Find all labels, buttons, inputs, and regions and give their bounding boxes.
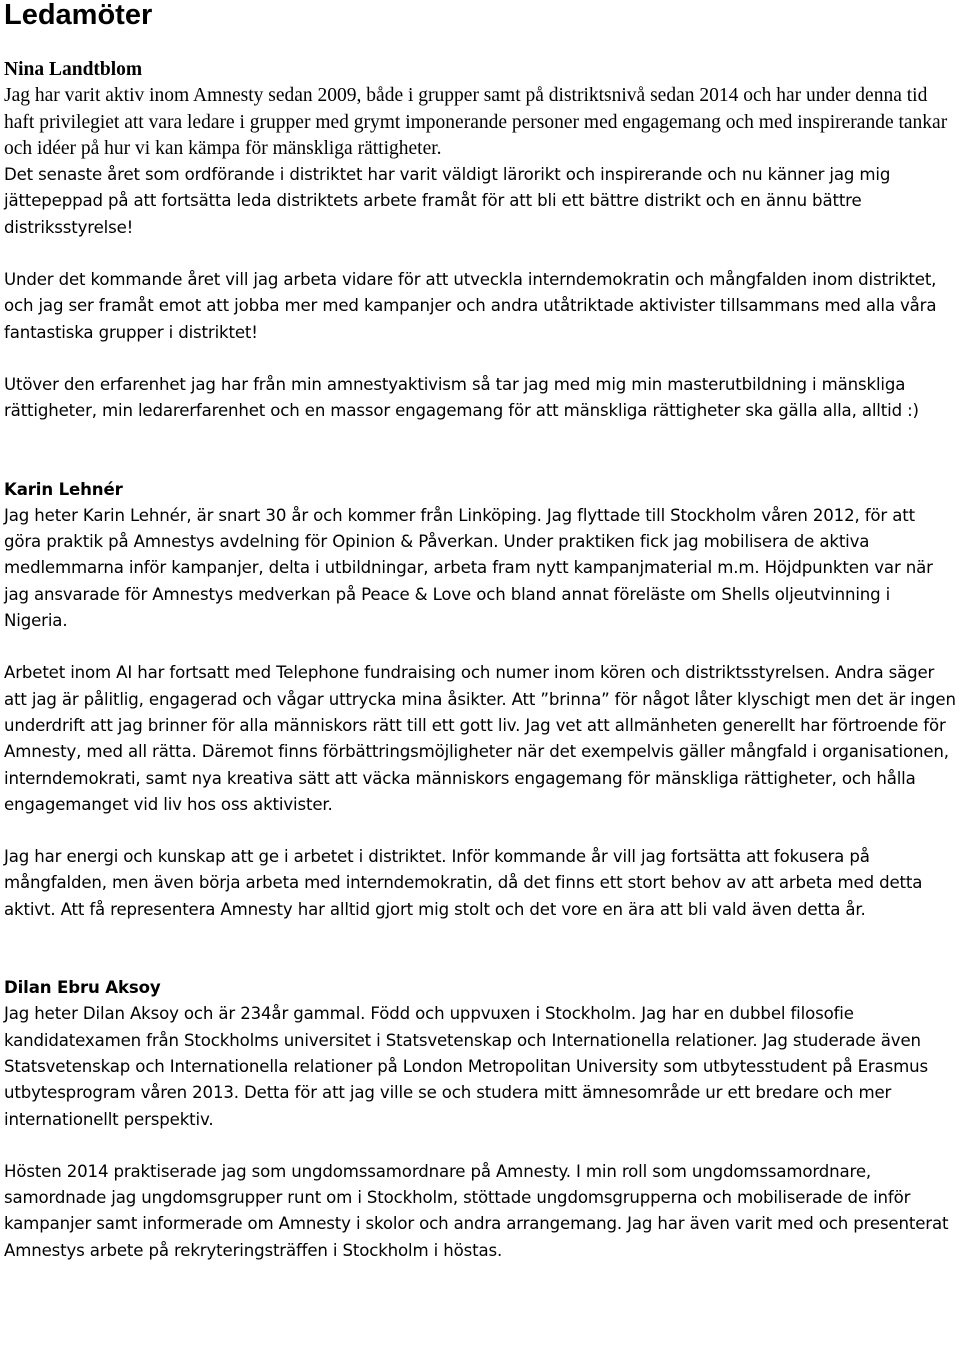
member-paragraph: Utöver den erfarenhet jag har från min amnestyaktivism så tar jag med mig min masterutbildning i mänskliga rättigheter, min ledarerfarenhet och en massor engagemang för att mänskliga rättigheter ska gälla alla, alltid :): [4, 374, 919, 421]
member-paragraph: Jag har varit aktiv inom Amnesty sedan 2009, både i grupper samt på distriktsnivå sedan 2014 och har under denna tid haft privilegiet att vara ledare i grupper med grymt imponerande personer med engagemang och med inspirerande tankar och idéer på hur vi kan kämpa för mänskliga rättigheter.: [4, 85, 948, 159]
member-nina-landtblom: [4, 57, 956, 425]
member-paragraph: Under det kommande året vill jag arbeta vidare för att utveckla interndemokratin och mångfalden inom distriktet, och jag ser framåt emot att jobba mer med kampanjer och andra utåtriktade aktivister tillsammans med alla våra fantastiska grupper i distriktet!: [4, 270, 937, 342]
member-paragraph: Det senaste året som ordförande i distriktet har varit väldigt lärorikt och inspirerande och nu känner jag mig jättepeppad på att fortsätta leda distriktets arbete framåt för att bli ett bättre distrikt och en ännu bättre distriksstyrelse!: [4, 165, 891, 237]
member-name: Dilan Ebru Aksoy: [4, 978, 161, 998]
member-name: Karin Lehnér: [4, 479, 123, 499]
document-page: [4, 0, 956, 1264]
member-name: Nina Landtblom: [4, 59, 143, 80]
page-title: Ledamöter: [4, 0, 153, 31]
member-dilan-ebru-aksoy: [4, 975, 956, 1264]
member-paragraph: Hösten 2014 praktiserade jag som ungdomssamordnare på Amnesty. I min roll som ungdomssamordnare, samordnade jag ungdomsgrupper runt om i Stockholm, stöttade ungdomsgrupperna och mobiliserade de inför kampanjer samt informerade om Amnesty i skolor och andra arrangemang. Jag har även varit med och presenterat Amnestys arbete på rekryteringsträffen i Stockholm i höstas.: [4, 1161, 949, 1260]
member-paragraph: Arbetet inom AI har fortsatt med Telephone fundraising och numer inom kören och distriktsstyrelsen. Andra säger att jag är pålitlig, engagerad och vågar uttrycka mina åsikter. Att ”brinna” för något låter klyschigt men det är ingen underdrift att jag brinner för alla människors rätt till ett gott liv. Jag vet att allmänheten generellt har förtroende för Amnesty, med all rätta. Däremot finns förbättringsmöjligheter när det exempelvis gäller mångfald i organisationen, interndemokrati, samt nya kreativa sätt att väcka människors engagemang för mänskliga rättigheter, och hålla engagemanget vid liv hos oss aktivister.: [4, 663, 956, 814]
member-paragraph: Jag heter Dilan Aksoy och är 234år gammal. Född och uppvuxen i Stockholm. Jag har en dubbel filosofie kandidatexamen från Stockholms universitet i Statsvetenskap och Internationella relationer. Jag studerade även Statsvetenskap och Internationella relationer på London Metropolitan University som utbytesstudent på Erasmus utbytesprogram våren 2013. Detta för att jag ville se och studera mitt ämnesområde ur ett bredare och mer internationellt perspektiv.: [4, 1004, 928, 1129]
member-paragraph: Jag har energi och kunskap att ge i arbetet i distriktet. Inför kommande år vill jag fortsätta att fokusera på mångfalden, men även börja arbeta med interndemokratin, då det finns ett stort behov av att arbeta med detta aktivt. Att få representera Amnesty har alltid gjort mig stolt och det vore en ära att bli vald även detta år.: [4, 847, 923, 919]
member-karin-lehner: [4, 477, 956, 923]
member-paragraph: Jag heter Karin Lehnér, är snart 30 år och kommer från Linköping. Jag flyttade till Stockholm våren 2012, för att göra praktik på Amnestys avdelning för Opinion & Påverkan. Under praktiken fick jag mobilisera de aktiva medlemmarna inför kampanjer, delta i utbildningar, arbeta fram nytt kampanjmaterial m.m. Höjdpunkten var när jag ansvarade för Amnestys medverkan på Peace & Love och bland annat föreläste om Shells oljeutvinning i Nigeria.: [4, 505, 933, 631]
